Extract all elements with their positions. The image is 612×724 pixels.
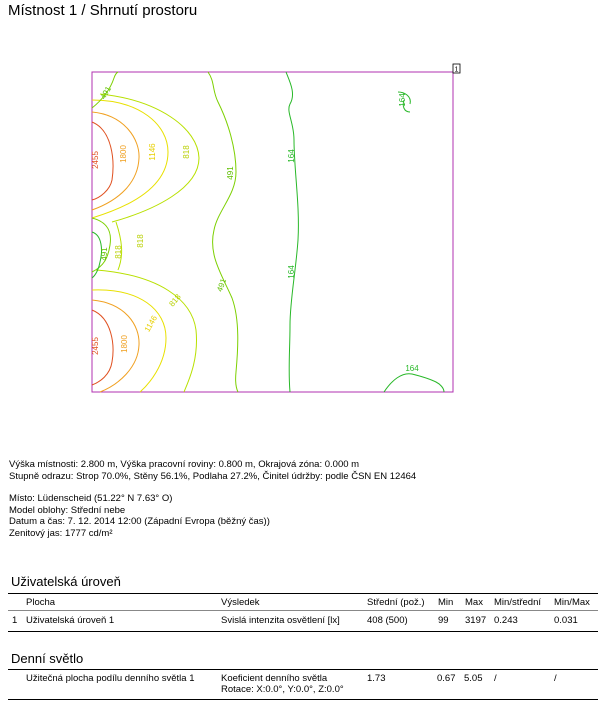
isoline-label: 818 bbox=[114, 245, 123, 259]
row-plocha: Uživatelská úroveň 1 bbox=[26, 615, 115, 626]
row-vysledek: Svislá intenzita osvětlení [lx] bbox=[221, 615, 340, 626]
sky-model-line: Model oblohy: Střední nebe bbox=[9, 504, 126, 516]
daylight-rotation: Rotace: X:0.0°, Y:0.0°, Z:0.0° bbox=[221, 684, 344, 695]
isoline-label: 1146 bbox=[142, 314, 160, 334]
user-level-top-rule bbox=[8, 593, 598, 594]
daylight-min-stredni: / bbox=[494, 673, 497, 684]
daylight-plocha: Užitečná plocha podílu denního světla 1 bbox=[26, 673, 195, 684]
isoline-label: 1800 bbox=[119, 145, 128, 163]
isoline-label: 818 bbox=[182, 145, 191, 159]
date-time-line: Datum a čas: 7. 12. 2014 12:00 (Západní Evropa (běžný čas)) bbox=[9, 516, 270, 527]
room-parameters bbox=[9, 459, 416, 482]
location-line: Místo: Lüdenscheid (51.22° N 7.63° O) bbox=[9, 493, 173, 504]
reflectance-line: Stupně odrazu: Strop 70.0%, Stěny 56.1%, Podlaha 27.2%, Činitel údržby: podle ČSN EN 12464 bbox=[9, 470, 417, 482]
user-level-title: Uživatelská úroveň bbox=[11, 574, 121, 589]
daylight-vysledek: Koeficient denního světla bbox=[221, 673, 328, 684]
header-vysledek: Výsledek bbox=[221, 597, 260, 608]
isoline-label: 2455 bbox=[91, 337, 100, 355]
isoline-1146-lower bbox=[92, 290, 166, 392]
isoline-label: 818 bbox=[136, 234, 145, 248]
zenith-luminance-line: Zenitový jas: 1777 cd/m² bbox=[9, 527, 113, 539]
page-title: Místnost 1 / Shrnutí prostoru bbox=[8, 2, 198, 19]
header-max: Max bbox=[465, 597, 483, 608]
isoline-label: 164 bbox=[287, 265, 296, 279]
isoline-label: 818 bbox=[167, 292, 183, 309]
isoline-label: 164 bbox=[405, 364, 419, 373]
daylight-bottom-rule bbox=[8, 699, 598, 700]
header-min: Min bbox=[438, 597, 454, 608]
daylight-min: 0.67 bbox=[437, 673, 456, 684]
corner-marker-label: 1 bbox=[454, 66, 459, 74]
isoline-label: 1146 bbox=[148, 143, 157, 161]
daylight-top-rule bbox=[8, 669, 598, 670]
row-min-stredni: 0.243 bbox=[494, 615, 518, 626]
row-max: 3197 bbox=[465, 615, 487, 626]
isoline-label: 2455 bbox=[91, 151, 100, 169]
row-min: 99 bbox=[438, 615, 449, 626]
header-plocha: Plocha bbox=[26, 597, 56, 608]
isoline-164-bottom-right bbox=[384, 374, 444, 392]
header-stredni: Střední (pož.) bbox=[367, 597, 425, 608]
isoline-label: 164 bbox=[398, 93, 407, 107]
daylight-stredni: 1.73 bbox=[367, 673, 386, 684]
daylight-title: Denní světlo bbox=[11, 651, 84, 666]
user-level-row bbox=[8, 614, 598, 628]
row-stredni: 408 (500) bbox=[367, 615, 408, 626]
isoline-label: 1800 bbox=[120, 335, 129, 353]
daylight-row bbox=[8, 672, 598, 698]
isoline-label: 164 bbox=[287, 149, 296, 163]
user-level-header-rule bbox=[8, 610, 598, 611]
header-min-max: Min/Max bbox=[554, 597, 590, 608]
isoline-label: 491 bbox=[226, 166, 235, 180]
room-border bbox=[92, 72, 453, 392]
isoline-491-long bbox=[208, 72, 238, 392]
daylight-min-max: / bbox=[554, 673, 557, 684]
isoline-164-long bbox=[286, 72, 298, 392]
daylight-max: 5.05 bbox=[464, 673, 483, 684]
isoline-label: 491 bbox=[98, 84, 114, 101]
room-height-line: Výška místnosti: 2.800 m, Výška pracovní roviny: 0.800 m, Okrajová zóna: 0.000 m bbox=[9, 459, 360, 470]
site-parameters bbox=[9, 493, 270, 539]
isoline-label: 491 bbox=[100, 247, 109, 261]
row-min-max: 0.031 bbox=[554, 615, 578, 626]
header-min-stredni: Min/střední bbox=[494, 597, 541, 608]
row-index: 1 bbox=[12, 615, 18, 626]
user-level-bottom-rule bbox=[8, 631, 598, 632]
isoline-label: 491 bbox=[215, 277, 229, 293]
